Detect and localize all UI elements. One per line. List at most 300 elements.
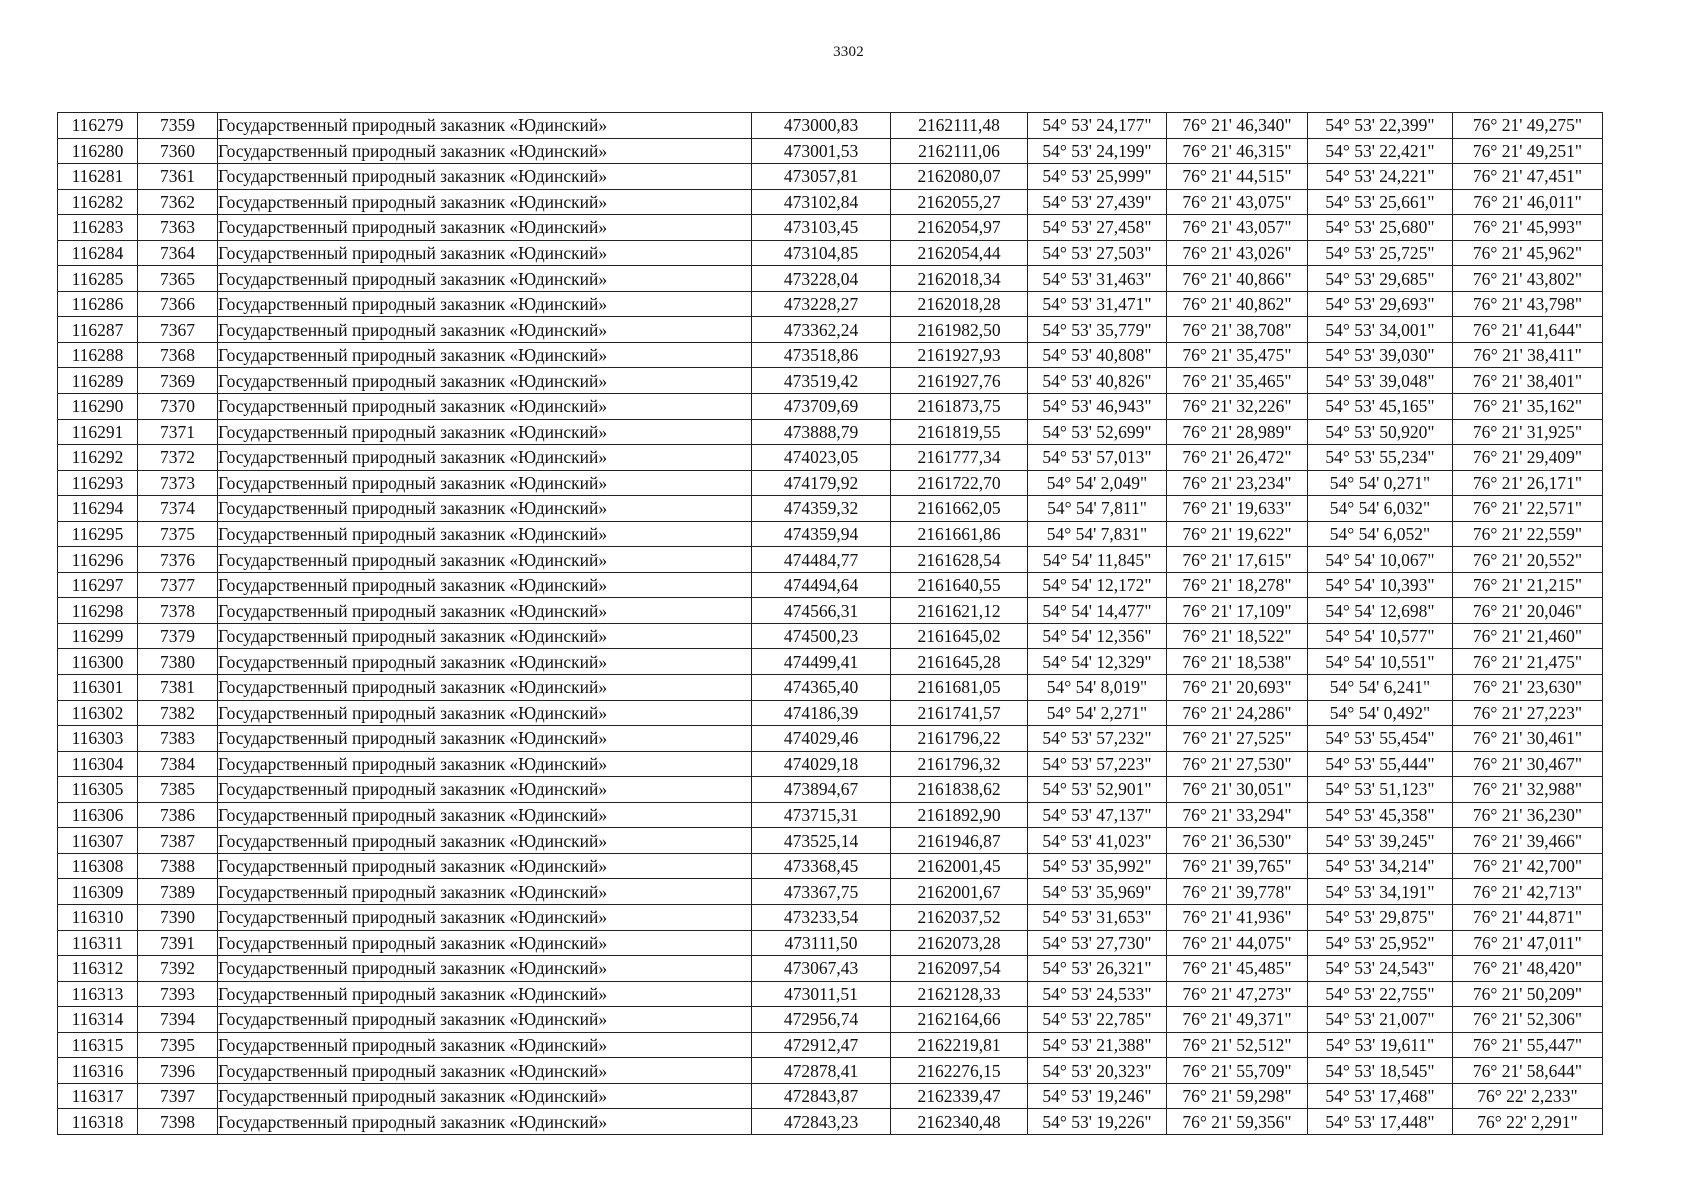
- cell-coord-y: 2161873,75: [891, 394, 1028, 420]
- table-row: [58, 904, 1603, 930]
- cell-latitude-1: 54° 53' 27,439": [1028, 189, 1167, 215]
- cell-point-number: 7380: [138, 649, 218, 675]
- table-row: [58, 1083, 1603, 1109]
- cell-longitude-1: 76° 21' 30,051": [1167, 777, 1308, 803]
- cell-point-number: 7370: [138, 394, 218, 420]
- cell-row-id: 116289: [58, 368, 138, 394]
- cell-longitude-2: 76° 21' 42,713": [1453, 879, 1603, 905]
- cell-longitude-2: 76° 21' 21,460": [1453, 623, 1603, 649]
- cell-latitude-1: 54° 53' 41,023": [1028, 828, 1167, 854]
- cell-latitude-1: 54° 53' 52,699": [1028, 419, 1167, 445]
- cell-latitude-1: 54° 53' 40,826": [1028, 368, 1167, 394]
- cell-territory-name: Государственный природный заказник «Юдинский»: [218, 700, 752, 726]
- cell-coord-y: 2162055,27: [891, 189, 1028, 215]
- cell-row-id: 116299: [58, 623, 138, 649]
- cell-latitude-2: 54° 53' 39,245": [1308, 828, 1453, 854]
- table-body: [58, 113, 1603, 1135]
- cell-latitude-2: 54° 53' 50,920": [1308, 419, 1453, 445]
- cell-point-number: 7389: [138, 879, 218, 905]
- cell-latitude-1: 54° 53' 35,969": [1028, 879, 1167, 905]
- cell-longitude-2: 76° 21' 22,559": [1453, 521, 1603, 547]
- cell-longitude-2: 76° 21' 30,467": [1453, 751, 1603, 777]
- cell-latitude-1: 54° 54' 7,831": [1028, 521, 1167, 547]
- cell-latitude-2: 54° 54' 0,492": [1308, 700, 1453, 726]
- cell-longitude-2: 76° 21' 41,644": [1453, 317, 1603, 343]
- cell-latitude-1: 54° 53' 27,503": [1028, 240, 1167, 266]
- cell-coord-y: 2162001,67: [891, 879, 1028, 905]
- cell-longitude-2: 76° 21' 38,401": [1453, 368, 1603, 394]
- cell-coord-x: 474359,32: [752, 496, 891, 522]
- cell-longitude-1: 76° 21' 47,273": [1167, 981, 1308, 1007]
- cell-longitude-1: 76° 21' 55,709": [1167, 1058, 1308, 1084]
- table-row: [58, 470, 1603, 496]
- cell-latitude-2: 54° 54' 10,067": [1308, 547, 1453, 573]
- cell-coord-x: 474179,92: [752, 470, 891, 496]
- cell-longitude-2: 76° 22' 2,291": [1453, 1109, 1603, 1135]
- cell-territory-name: Государственный природный заказник «Юдинский»: [218, 368, 752, 394]
- cell-point-number: 7361: [138, 164, 218, 190]
- cell-longitude-2: 76° 21' 52,306": [1453, 1007, 1603, 1033]
- cell-territory-name: Государственный природный заказник «Юдинский»: [218, 215, 752, 241]
- cell-coord-y: 2162340,48: [891, 1109, 1028, 1135]
- cell-point-number: 7363: [138, 215, 218, 241]
- cell-row-id: 116295: [58, 521, 138, 547]
- cell-row-id: 116291: [58, 419, 138, 445]
- cell-longitude-2: 76° 21' 20,046": [1453, 598, 1603, 624]
- cell-coord-y: 2162219,81: [891, 1032, 1028, 1058]
- cell-coord-x: 473001,53: [752, 138, 891, 164]
- cell-coord-y: 2162001,45: [891, 853, 1028, 879]
- cell-row-id: 116290: [58, 394, 138, 420]
- page-number: 3302: [833, 44, 864, 60]
- cell-latitude-2: 54° 53' 29,693": [1308, 291, 1453, 317]
- cell-longitude-1: 76° 21' 44,515": [1167, 164, 1308, 190]
- cell-latitude-1: 54° 53' 24,199": [1028, 138, 1167, 164]
- cell-coord-x: 473057,81: [752, 164, 891, 190]
- cell-longitude-2: 76° 21' 58,644": [1453, 1058, 1603, 1084]
- cell-territory-name: Государственный природный заказник «Юдинский»: [218, 1109, 752, 1135]
- cell-coord-y: 2161681,05: [891, 675, 1028, 701]
- table-row: [58, 368, 1603, 394]
- cell-point-number: 7366: [138, 291, 218, 317]
- cell-coord-y: 2162339,47: [891, 1083, 1028, 1109]
- cell-point-number: 7381: [138, 675, 218, 701]
- cell-latitude-2: 54° 53' 29,875": [1308, 904, 1453, 930]
- cell-latitude-1: 54° 54' 12,329": [1028, 649, 1167, 675]
- cell-coord-x: 473519,42: [752, 368, 891, 394]
- cell-longitude-2: 76° 21' 30,461": [1453, 726, 1603, 752]
- cell-latitude-2: 54° 53' 22,399": [1308, 113, 1453, 139]
- cell-coord-y: 2162276,15: [891, 1058, 1028, 1084]
- cell-latitude-1: 54° 53' 31,653": [1028, 904, 1167, 930]
- cell-longitude-2: 76° 21' 43,798": [1453, 291, 1603, 317]
- cell-row-id: 116300: [58, 649, 138, 675]
- cell-point-number: 7365: [138, 266, 218, 292]
- cell-coord-x: 474499,41: [752, 649, 891, 675]
- cell-longitude-2: 76° 21' 48,420": [1453, 956, 1603, 982]
- cell-latitude-1: 54° 53' 20,323": [1028, 1058, 1167, 1084]
- cell-territory-name: Государственный природный заказник «Юдинский»: [218, 1083, 752, 1109]
- cell-longitude-1: 76° 21' 39,765": [1167, 853, 1308, 879]
- cell-row-id: 116306: [58, 802, 138, 828]
- cell-latitude-2: 54° 53' 18,545": [1308, 1058, 1453, 1084]
- cell-coord-x: 473525,14: [752, 828, 891, 854]
- cell-latitude-1: 54° 53' 24,533": [1028, 981, 1167, 1007]
- cell-longitude-1: 76° 21' 26,472": [1167, 445, 1308, 471]
- cell-territory-name: Государственный природный заказник «Юдинский»: [218, 394, 752, 420]
- cell-point-number: 7371: [138, 419, 218, 445]
- cell-latitude-2: 54° 54' 0,271": [1308, 470, 1453, 496]
- table-row: [58, 547, 1603, 573]
- cell-longitude-1: 76° 21' 40,862": [1167, 291, 1308, 317]
- cell-row-id: 116302: [58, 700, 138, 726]
- cell-coord-y: 2161946,87: [891, 828, 1028, 854]
- cell-coord-y: 2162037,52: [891, 904, 1028, 930]
- table-row: [58, 521, 1603, 547]
- cell-coord-x: 474484,77: [752, 547, 891, 573]
- cell-territory-name: Государственный природный заказник «Юдинский»: [218, 828, 752, 854]
- cell-territory-name: Государственный природный заказник «Юдинский»: [218, 240, 752, 266]
- cell-point-number: 7367: [138, 317, 218, 343]
- cell-coord-y: 2162080,07: [891, 164, 1028, 190]
- table-row: [58, 164, 1603, 190]
- cell-territory-name: Государственный природный заказник «Юдинский»: [218, 572, 752, 598]
- cell-longitude-2: 76° 21' 32,988": [1453, 777, 1603, 803]
- cell-coord-x: 473000,83: [752, 113, 891, 139]
- cell-coord-x: 473102,84: [752, 189, 891, 215]
- cell-row-id: 116286: [58, 291, 138, 317]
- cell-coord-x: 473233,54: [752, 904, 891, 930]
- cell-longitude-2: 76° 21' 49,275": [1453, 113, 1603, 139]
- cell-latitude-2: 54° 54' 6,241": [1308, 675, 1453, 701]
- cell-longitude-2: 76° 21' 44,871": [1453, 904, 1603, 930]
- cell-point-number: 7383: [138, 726, 218, 752]
- cell-coord-x: 473011,51: [752, 981, 891, 1007]
- cell-coord-x: 473888,79: [752, 419, 891, 445]
- cell-longitude-2: 76° 21' 43,802": [1453, 266, 1603, 292]
- cell-point-number: 7385: [138, 777, 218, 803]
- cell-latitude-1: 54° 53' 26,321": [1028, 956, 1167, 982]
- cell-longitude-2: 76° 21' 55,447": [1453, 1032, 1603, 1058]
- cell-longitude-1: 76° 21' 20,693": [1167, 675, 1308, 701]
- cell-coord-y: 2162097,54: [891, 956, 1028, 982]
- cell-territory-name: Государственный природный заказник «Юдинский»: [218, 879, 752, 905]
- cell-row-id: 116284: [58, 240, 138, 266]
- cell-longitude-2: 76° 21' 21,215": [1453, 572, 1603, 598]
- cell-coord-x: 473111,50: [752, 930, 891, 956]
- cell-coord-x: 473894,67: [752, 777, 891, 803]
- cell-territory-name: Государственный природный заказник «Юдинский»: [218, 266, 752, 292]
- cell-latitude-1: 54° 54' 2,271": [1028, 700, 1167, 726]
- cell-latitude-1: 54° 53' 27,458": [1028, 215, 1167, 241]
- cell-coord-y: 2161662,05: [891, 496, 1028, 522]
- cell-point-number: 7362: [138, 189, 218, 215]
- cell-coord-x: 474494,64: [752, 572, 891, 598]
- cell-coord-y: 2162054,44: [891, 240, 1028, 266]
- cell-coord-x: 473367,75: [752, 879, 891, 905]
- cell-row-id: 116311: [58, 930, 138, 956]
- cell-longitude-1: 76° 21' 49,371": [1167, 1007, 1308, 1033]
- cell-latitude-1: 54° 53' 35,779": [1028, 317, 1167, 343]
- cell-longitude-1: 76° 21' 19,633": [1167, 496, 1308, 522]
- cell-latitude-2: 54° 53' 24,221": [1308, 164, 1453, 190]
- cell-point-number: 7387: [138, 828, 218, 854]
- cell-longitude-2: 76° 21' 27,223": [1453, 700, 1603, 726]
- cell-coord-x: 474566,31: [752, 598, 891, 624]
- cell-latitude-1: 54° 53' 31,471": [1028, 291, 1167, 317]
- cell-longitude-2: 76° 21' 26,171": [1453, 470, 1603, 496]
- cell-longitude-2: 76° 21' 22,571": [1453, 496, 1603, 522]
- cell-coord-x: 473715,31: [752, 802, 891, 828]
- cell-coord-y: 2161796,22: [891, 726, 1028, 752]
- cell-latitude-2: 54° 53' 25,952": [1308, 930, 1453, 956]
- cell-row-id: 116308: [58, 853, 138, 879]
- cell-latitude-1: 54° 53' 22,785": [1028, 1007, 1167, 1033]
- cell-coord-y: 2161661,86: [891, 521, 1028, 547]
- cell-territory-name: Государственный природный заказник «Юдинский»: [218, 342, 752, 368]
- cell-territory-name: Государственный природный заказник «Юдинский»: [218, 751, 752, 777]
- cell-latitude-1: 54° 54' 14,477": [1028, 598, 1167, 624]
- cell-latitude-2: 54° 53' 39,048": [1308, 368, 1453, 394]
- cell-longitude-1: 76° 21' 35,465": [1167, 368, 1308, 394]
- cell-row-id: 116282: [58, 189, 138, 215]
- cell-coord-y: 2161819,55: [891, 419, 1028, 445]
- cell-longitude-1: 76° 21' 52,512": [1167, 1032, 1308, 1058]
- cell-territory-name: Государственный природный заказник «Юдинский»: [218, 802, 752, 828]
- cell-latitude-1: 54° 53' 27,730": [1028, 930, 1167, 956]
- cell-row-id: 116292: [58, 445, 138, 471]
- table-row: [58, 956, 1603, 982]
- table-row: [58, 623, 1603, 649]
- cell-point-number: 7359: [138, 113, 218, 139]
- cell-longitude-2: 76° 21' 47,451": [1453, 164, 1603, 190]
- cell-coord-y: 2162111,48: [891, 113, 1028, 139]
- cell-row-id: 116297: [58, 572, 138, 598]
- cell-point-number: 7398: [138, 1109, 218, 1135]
- table-row: [58, 751, 1603, 777]
- cell-point-number: 7360: [138, 138, 218, 164]
- cell-latitude-1: 54° 53' 21,388": [1028, 1032, 1167, 1058]
- cell-coord-x: 472843,23: [752, 1109, 891, 1135]
- cell-longitude-2: 76° 21' 45,962": [1453, 240, 1603, 266]
- cell-row-id: 116315: [58, 1032, 138, 1058]
- cell-coord-y: 2161645,02: [891, 623, 1028, 649]
- cell-coord-y: 2162111,06: [891, 138, 1028, 164]
- table-row: [58, 930, 1603, 956]
- table-row: [58, 342, 1603, 368]
- cell-row-id: 116310: [58, 904, 138, 930]
- cell-coord-x: 473103,45: [752, 215, 891, 241]
- cell-longitude-1: 76° 21' 43,075": [1167, 189, 1308, 215]
- cell-row-id: 116287: [58, 317, 138, 343]
- cell-point-number: 7373: [138, 470, 218, 496]
- cell-coord-y: 2161982,50: [891, 317, 1028, 343]
- cell-coord-y: 2162164,66: [891, 1007, 1028, 1033]
- cell-latitude-2: 54° 53' 19,611": [1308, 1032, 1453, 1058]
- cell-coord-y: 2161628,54: [891, 547, 1028, 573]
- cell-territory-name: Государственный природный заказник «Юдинский»: [218, 981, 752, 1007]
- cell-latitude-2: 54° 53' 25,661": [1308, 189, 1453, 215]
- cell-latitude-2: 54° 53' 51,123": [1308, 777, 1453, 803]
- cell-latitude-1: 54° 54' 7,811": [1028, 496, 1167, 522]
- cell-longitude-1: 76° 21' 18,538": [1167, 649, 1308, 675]
- table-row: [58, 981, 1603, 1007]
- cell-point-number: 7382: [138, 700, 218, 726]
- cell-coord-y: 2161927,93: [891, 342, 1028, 368]
- cell-territory-name: Государственный природный заказник «Юдинский»: [218, 1032, 752, 1058]
- table-row: [58, 700, 1603, 726]
- cell-longitude-2: 76° 21' 29,409": [1453, 445, 1603, 471]
- cell-row-id: 116316: [58, 1058, 138, 1084]
- table-row: [58, 649, 1603, 675]
- cell-longitude-1: 76° 21' 27,530": [1167, 751, 1308, 777]
- cell-latitude-1: 54° 54' 12,356": [1028, 623, 1167, 649]
- cell-longitude-1: 76° 21' 43,057": [1167, 215, 1308, 241]
- cell-latitude-2: 54° 54' 10,577": [1308, 623, 1453, 649]
- table-row: [58, 1058, 1603, 1084]
- cell-longitude-1: 76° 21' 18,278": [1167, 572, 1308, 598]
- cell-latitude-2: 54° 53' 45,165": [1308, 394, 1453, 420]
- cell-territory-name: Государственный природный заказник «Юдинский»: [218, 470, 752, 496]
- cell-coord-x: 473067,43: [752, 956, 891, 982]
- cell-longitude-1: 76° 21' 33,294": [1167, 802, 1308, 828]
- cell-longitude-1: 76° 21' 17,109": [1167, 598, 1308, 624]
- cell-row-id: 116301: [58, 675, 138, 701]
- cell-longitude-1: 76° 21' 19,622": [1167, 521, 1308, 547]
- cell-coord-x: 472843,87: [752, 1083, 891, 1109]
- cell-latitude-1: 54° 53' 47,137": [1028, 802, 1167, 828]
- cell-row-id: 116305: [58, 777, 138, 803]
- table-row: [58, 675, 1603, 701]
- cell-latitude-2: 54° 53' 17,468": [1308, 1083, 1453, 1109]
- cell-territory-name: Государственный природный заказник «Юдинский»: [218, 623, 752, 649]
- cell-coord-x: 474359,94: [752, 521, 891, 547]
- cell-latitude-1: 54° 54' 8,019": [1028, 675, 1167, 701]
- cell-point-number: 7388: [138, 853, 218, 879]
- cell-latitude-1: 54° 53' 52,901": [1028, 777, 1167, 803]
- cell-latitude-2: 54° 54' 6,052": [1308, 521, 1453, 547]
- cell-territory-name: Государственный природный заказник «Юдинский»: [218, 419, 752, 445]
- table-row: [58, 189, 1603, 215]
- cell-territory-name: Государственный природный заказник «Юдинский»: [218, 496, 752, 522]
- cell-coord-y: 2161892,90: [891, 802, 1028, 828]
- cell-latitude-2: 54° 53' 39,030": [1308, 342, 1453, 368]
- cell-point-number: 7396: [138, 1058, 218, 1084]
- cell-territory-name: Государственный природный заказник «Юдинский»: [218, 675, 752, 701]
- cell-longitude-1: 76° 21' 41,936": [1167, 904, 1308, 930]
- cell-row-id: 116280: [58, 138, 138, 164]
- cell-coord-y: 2162018,34: [891, 266, 1028, 292]
- cell-row-id: 116296: [58, 547, 138, 573]
- cell-longitude-1: 76° 21' 46,340": [1167, 113, 1308, 139]
- cell-territory-name: Государственный природный заказник «Юдинский»: [218, 726, 752, 752]
- table-row: [58, 445, 1603, 471]
- cell-point-number: 7376: [138, 547, 218, 573]
- cell-row-id: 116312: [58, 956, 138, 982]
- cell-latitude-2: 54° 53' 55,444": [1308, 751, 1453, 777]
- cell-point-number: 7378: [138, 598, 218, 624]
- cell-row-id: 116313: [58, 981, 138, 1007]
- cell-latitude-2: 54° 53' 55,454": [1308, 726, 1453, 752]
- cell-coord-x: 473362,24: [752, 317, 891, 343]
- cell-coord-x: 473368,45: [752, 853, 891, 879]
- cell-row-id: 116309: [58, 879, 138, 905]
- cell-longitude-1: 76° 21' 38,708": [1167, 317, 1308, 343]
- cell-point-number: 7368: [138, 342, 218, 368]
- cell-territory-name: Государственный природный заказник «Юдинский»: [218, 547, 752, 573]
- cell-longitude-2: 76° 21' 20,552": [1453, 547, 1603, 573]
- cell-territory-name: Государственный природный заказник «Юдинский»: [218, 138, 752, 164]
- cell-territory-name: Государственный природный заказник «Юдинский»: [218, 1007, 752, 1033]
- cell-longitude-1: 76° 21' 18,522": [1167, 623, 1308, 649]
- table-row: [58, 726, 1603, 752]
- cell-territory-name: Государственный природный заказник «Юдинский»: [218, 521, 752, 547]
- cell-longitude-1: 76° 21' 23,234": [1167, 470, 1308, 496]
- cell-latitude-2: 54° 53' 34,214": [1308, 853, 1453, 879]
- cell-longitude-1: 76° 21' 46,315": [1167, 138, 1308, 164]
- table-row: [58, 777, 1603, 803]
- cell-point-number: 7386: [138, 802, 218, 828]
- cell-coord-y: 2161796,32: [891, 751, 1028, 777]
- table-row: [58, 266, 1603, 292]
- cell-latitude-1: 54° 53' 19,226": [1028, 1109, 1167, 1135]
- cell-row-id: 116293: [58, 470, 138, 496]
- cell-longitude-1: 76° 21' 45,485": [1167, 956, 1308, 982]
- cell-latitude-2: 54° 54' 10,551": [1308, 649, 1453, 675]
- cell-latitude-1: 54° 53' 57,013": [1028, 445, 1167, 471]
- cell-row-id: 116281: [58, 164, 138, 190]
- cell-point-number: 7390: [138, 904, 218, 930]
- table-row: [58, 598, 1603, 624]
- cell-coord-x: 472956,74: [752, 1007, 891, 1033]
- cell-coord-x: 473104,85: [752, 240, 891, 266]
- cell-longitude-2: 76° 21' 36,230": [1453, 802, 1603, 828]
- cell-territory-name: Государственный природный заказник «Юдинский»: [218, 1058, 752, 1084]
- table-row: [58, 240, 1603, 266]
- cell-territory-name: Государственный природный заказник «Юдинский»: [218, 189, 752, 215]
- cell-longitude-2: 76° 21' 49,251": [1453, 138, 1603, 164]
- cell-row-id: 116314: [58, 1007, 138, 1033]
- cell-latitude-2: 54° 53' 34,001": [1308, 317, 1453, 343]
- cell-coord-y: 2162018,28: [891, 291, 1028, 317]
- cell-latitude-1: 54° 54' 12,172": [1028, 572, 1167, 598]
- cell-latitude-2: 54° 53' 21,007": [1308, 1007, 1453, 1033]
- cell-latitude-2: 54° 53' 22,421": [1308, 138, 1453, 164]
- table-row: [58, 113, 1603, 139]
- cell-longitude-1: 76° 21' 39,778": [1167, 879, 1308, 905]
- cell-longitude-2: 76° 21' 47,011": [1453, 930, 1603, 956]
- cell-latitude-1: 54° 53' 24,177": [1028, 113, 1167, 139]
- cell-coord-x: 472878,41: [752, 1058, 891, 1084]
- cell-point-number: 7384: [138, 751, 218, 777]
- cell-row-id: 116283: [58, 215, 138, 241]
- cell-longitude-1: 76° 21' 32,226": [1167, 394, 1308, 420]
- table-row: [58, 879, 1603, 905]
- cell-coord-x: 473228,04: [752, 266, 891, 292]
- cell-point-number: 7393: [138, 981, 218, 1007]
- cell-longitude-2: 76° 21' 31,925": [1453, 419, 1603, 445]
- cell-row-id: 116317: [58, 1083, 138, 1109]
- cell-row-id: 116318: [58, 1109, 138, 1135]
- cell-territory-name: Государственный природный заказник «Юдинский»: [218, 930, 752, 956]
- cell-territory-name: Государственный природный заказник «Юдинский»: [218, 113, 752, 139]
- cell-coord-x: 474365,40: [752, 675, 891, 701]
- table-row: [58, 1032, 1603, 1058]
- cell-latitude-2: 54° 54' 10,393": [1308, 572, 1453, 598]
- cell-territory-name: Государственный природный заказник «Юдинский»: [218, 904, 752, 930]
- cell-coord-y: 2161640,55: [891, 572, 1028, 598]
- cell-coord-y: 2161621,12: [891, 598, 1028, 624]
